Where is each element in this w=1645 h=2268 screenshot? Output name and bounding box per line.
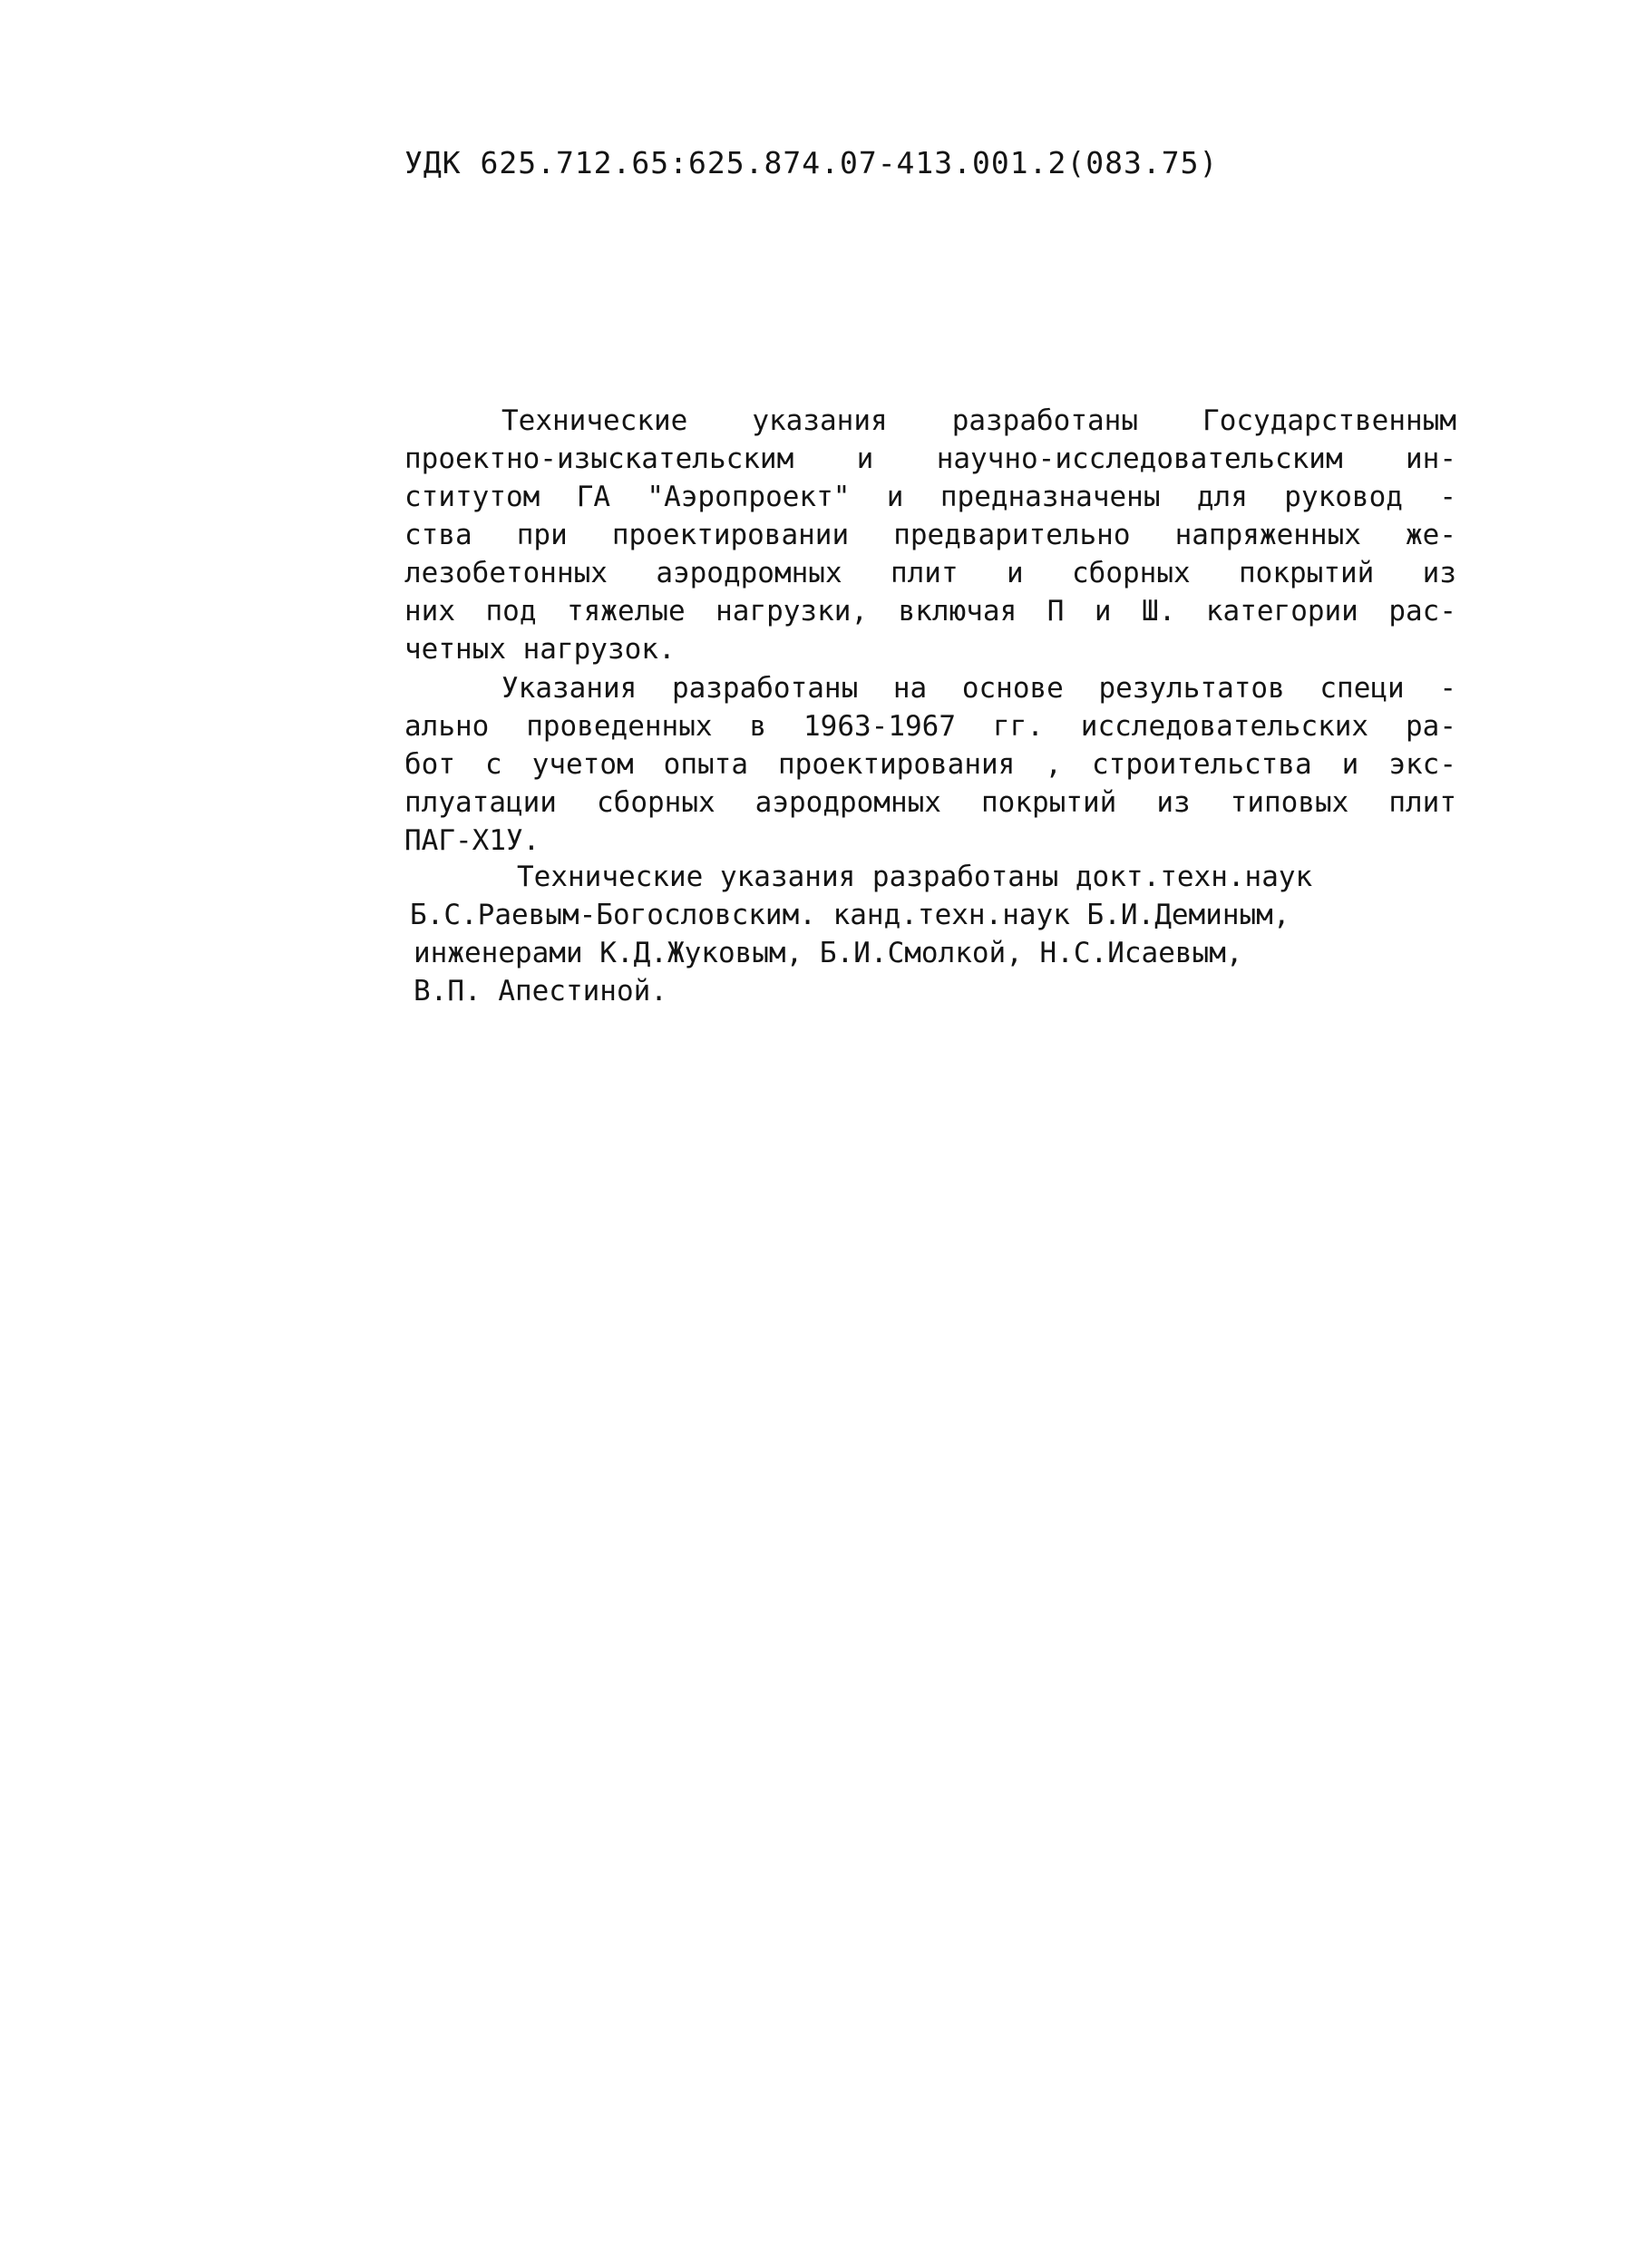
text-line: ально проведенных в 1963-1967 гг. исследовательских ра- [404, 710, 1456, 743]
paragraph-basis [404, 669, 1456, 860]
text-line: В.П. Апестиной. [414, 975, 667, 1007]
udk-code: УДК 625.712.65:625.874.07-413.001.2(083.75) [404, 145, 1219, 180]
text-line: ПАГ-Х1У. [404, 824, 540, 857]
text-line: Технические указания разработаны докт.техн.наук [517, 861, 1313, 893]
text-line: плуатации сборных аэродромных покрытий из типовых плит [404, 786, 1456, 819]
text-line: ства при проектировании предварительно напряженных же- [404, 519, 1456, 551]
text-line: них под тяжелые нагрузки, включая П и Ш. категории рас- [404, 595, 1456, 628]
paragraph-authors [410, 858, 1389, 1010]
text-line: Указания разработаны на основе результатов специ - [501, 672, 1456, 705]
text-line: Технические указания разработаны Государственным [501, 404, 1456, 437]
text-line: Б.С.Раевым-Богословским. канд.техн.наук Б.И.Деминым, [410, 899, 1290, 931]
text-line: лезобетонных аэродромных плит и сборных покрытий из [404, 557, 1456, 589]
text-line: четных нагрузок. [404, 633, 676, 666]
text-line: проектно-изыскательским и научно-исследовательским ин- [404, 443, 1456, 475]
text-line: бот с учетом опыта проектирования , строительства и экс- [404, 748, 1456, 781]
text-line: инженерами К.Д.Жуковым, Б.И.Смолкой, Н.С.Исаевым, [414, 937, 1243, 969]
text-line: ститутом ГА "Аэропроект" и предназначены для руковод - [404, 481, 1456, 513]
paragraph-purpose [404, 402, 1456, 668]
